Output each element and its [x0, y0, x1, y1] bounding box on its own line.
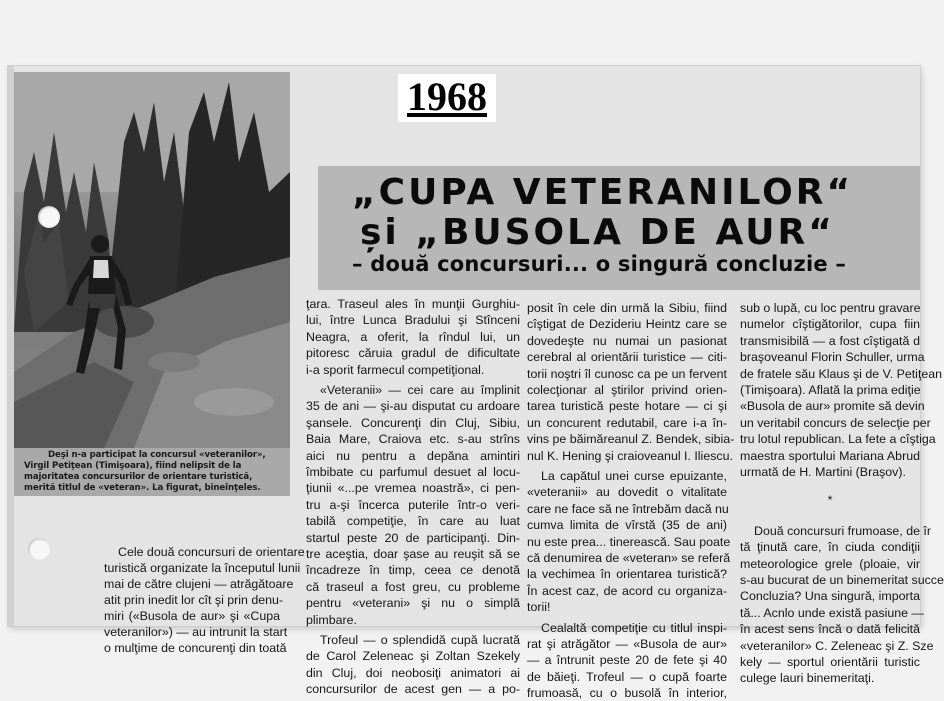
text-line: tabilă competiţie, în care au luat [306, 514, 520, 529]
text-line: tă... Acnlo unde există pasiune — [740, 605, 924, 620]
text-line: numelor cîştigătorilor, cupa fiin [740, 317, 920, 332]
text-line: (Timişoara). Aflată la prima ediţie [740, 383, 921, 397]
text-line: Trofeul — o splendidă cupă lucrată [320, 633, 520, 647]
text-line: Baia Mare, Craiova etc. s-au strîns [306, 432, 520, 447]
text-line: tre aceştia, doar şase au reuşit să se [306, 547, 520, 561]
text-line: tru lotul republican. La fete a cîştiga [740, 432, 936, 447]
text-line: îmbibate cu parfumul desuet al locu- [306, 465, 520, 479]
text-line: nu este prea... tinerească. Sau poate [527, 534, 731, 549]
text-line: urmată de H. Martini (Braşov). [740, 465, 906, 479]
text-line: i-a sporit farmecul competiţional. [306, 362, 485, 377]
text-line: Cealaltă competiţie cu titlul inspi- [541, 620, 727, 635]
text-line: braşoveanul Florin Schuller, urma [740, 350, 925, 365]
text-line: că traseul a fost greu, cu probleme [306, 579, 520, 594]
binder-hole-bottom [28, 538, 50, 560]
text-line: Neagra, a oferit, la rîndul lui, un [306, 329, 520, 344]
text-line: rat şi atrăgător — «Busola de aur» [527, 637, 727, 651]
text-line: o mulţime de concurenţi din toată [104, 641, 287, 655]
text-line: cumva limita de vîrstă (35 de ani) [527, 518, 727, 533]
headline-box [318, 166, 920, 290]
text-line: «veteranilor» C. Zeleneac şi Z. Sze [740, 638, 934, 653]
text-line: încadreze în timp, ceea ce denotă [306, 563, 520, 578]
text-line: colecţionar al ştirilor privind orien- [527, 383, 727, 397]
text-line: 35 de ani — şi-au disputat cu ardoare [306, 399, 520, 414]
headline-line-2: și „BUSOLA DE AUR“ [360, 212, 835, 253]
text-line: Concluzia? Una singură, importa [740, 589, 920, 604]
text-line: ţara. Traseul ales în munţii Gurghiu- [306, 297, 520, 311]
text-line: posit în cele din urmă la Sibiu, fiind [527, 301, 727, 315]
headline-line-1: „CUPA VETERANILOR“ [352, 172, 854, 213]
caption-line: merită titlul de «veteran». La figurat, bineînţeles. [24, 483, 261, 493]
caption-line: Virgil Petiţean (Timişoara), fiind nelipsit de la [24, 461, 242, 471]
text-line: sub o lupă, cu loc pentru gravare [740, 301, 921, 315]
text-line: frumoasă, cu o busolă în interior, [527, 686, 727, 701]
text-line: şansele. Concurenţi din Cluj, Sibiu, [306, 415, 520, 430]
text-line: un concurent redutabil, care i-a în- [527, 415, 727, 430]
text-line: de Carol Zeleneac şi Zoltan Szekely [306, 649, 520, 664]
text-line: meteorologice grele (ploaie, vir [740, 556, 920, 571]
text-line: «veteranii» au dovedit o vitalitate [527, 485, 727, 500]
text-line: dovedeşte nu numai un pasionat [527, 333, 727, 348]
text-line: transmisibilă — a fost cîştigată d [740, 333, 920, 348]
photo-caption [14, 448, 290, 496]
text-line: tru a-şi încerca puterile într-o veri- [306, 497, 520, 512]
text-line: «Busola de aur» promite să devin [740, 399, 925, 414]
caption-line: Deşi n-a participat la concursul «veteranilor», [48, 450, 266, 460]
text-line: torii noştri îl cunosc ca pe un fervent [527, 366, 727, 381]
text-line: kely — sportul orientării turistic [740, 655, 920, 669]
text-line: atit prin inedit lor cît şi prin denu- [104, 593, 284, 607]
article-column-4 [740, 300, 944, 686]
text-line: «Veteranii» — cei care au împlinit [320, 383, 520, 397]
text-line: de băieţi. Trofeul — o cupă foarte [527, 669, 727, 684]
text-line: concursurilor de acest gen — a po- [306, 682, 520, 697]
year-label: 1968 [398, 74, 496, 122]
text-line: cerebral al orientării turistice — citi- [527, 350, 727, 365]
text-line: Cele două concursuri de orientare [118, 545, 305, 559]
text-line: veteranilor») — au intrunit la start [104, 625, 288, 639]
text-line: cîştigat de Dezideriu Heintz care se [527, 317, 727, 332]
text-line: s-au bucurat de un binemeritat succe [740, 573, 944, 587]
text-line: nul K. Hening şi craioveanul I. Iliescu. [527, 448, 733, 463]
text-line: Două concursuri frumoase, de îr [754, 523, 931, 538]
text-line: maestra sportului Mariana Abrud [740, 448, 920, 463]
runner-forest-illustration [14, 72, 290, 448]
text-line: care ne face să ne întrebăm dacă nu [527, 501, 729, 516]
article-photo [14, 72, 290, 448]
text-line: torii! [527, 600, 551, 615]
text-line: pitoresc căruia gradul de dificultate [306, 346, 520, 361]
text-line: În acest caz, de acord cu organiza- [527, 583, 727, 598]
headline-subtitle: – două concursuri... o singură concluzie – [352, 252, 847, 276]
text-line: tarea turistică peste hotare — ci şi [527, 399, 727, 414]
text-line: că denumirea de «veteran» se referă [527, 551, 731, 565]
text-line: din Cluj, doi neobosiţi animatori ai [306, 665, 520, 680]
text-line: * [827, 493, 833, 508]
text-line: ţiunii «...pe vremea noastră», ci pen- [306, 481, 520, 496]
text-line: la vechimea în orientarea turistică? [527, 567, 727, 582]
text-line: miri («Busola de aur» şi «Cupa [104, 609, 280, 623]
text-line: de fratele său Klaus şi de V. Petiţean [740, 366, 943, 381]
text-line: plimbare. [306, 612, 357, 627]
caption-line: majoritatea concursurilor de orientare turistică, [24, 472, 253, 482]
text-line: mai de către clujeni — atrăgătoare [104, 577, 294, 591]
binder-hole-top [38, 206, 60, 228]
text-line: tă ţinută care, în ciuda condiţii [740, 540, 920, 555]
text-line: startul peste 20 de participanţi. Din- [306, 530, 520, 545]
text-line: în acest sens încă o dată felicită [740, 622, 920, 637]
text-line: pentru «veterani» şi nu o simplă [306, 596, 520, 611]
text-line: lui, între Lunca Bradului şi Stînceni [306, 313, 520, 328]
text-line: aici nu pentru a depăna amintiri [306, 448, 520, 463]
text-line: vins pe băimăreanul Z. Bendek, sibia- [527, 432, 735, 447]
text-line: — a întrunit peste 20 de fete şi 40 [527, 653, 727, 668]
text-line: un veritabil concurs de selecţie per [740, 415, 931, 430]
text-line: turistică organizate la începutul lunii [104, 561, 301, 575]
text-line: culege lauri binemeritaţi. [740, 671, 875, 686]
text-line: La capătul unei curse epuizante, [541, 469, 727, 483]
